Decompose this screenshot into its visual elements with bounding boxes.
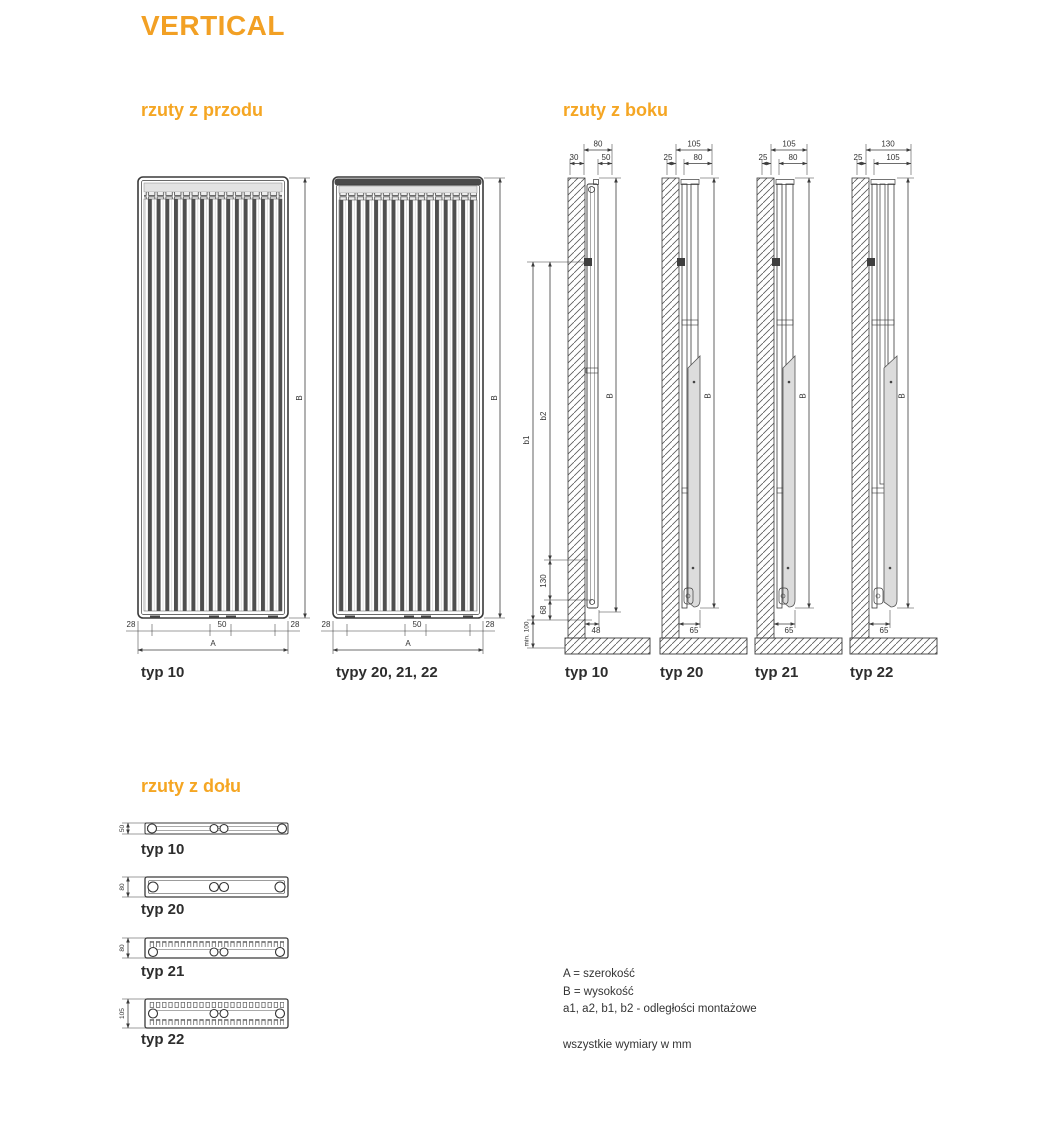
bottom-view-label-typ22: typ 22: [141, 1031, 185, 1048]
bottom-view-label-typ10: typ 10: [141, 841, 185, 858]
side-view-label-typ20: typ 20: [660, 664, 704, 681]
section-heading-bottom: rzuty z dołu: [141, 776, 241, 796]
dim-label-28-left: 28: [321, 620, 331, 629]
bottom-view-label-typ21: typ 21: [141, 963, 185, 980]
dim-label-total-depth: 105: [687, 139, 701, 149]
dim-label-height: B: [605, 393, 615, 399]
dim-label-panel-depth: 50: [601, 153, 611, 162]
page-title: VERTICAL: [141, 10, 285, 41]
dim-label-b2: b2: [539, 411, 548, 421]
dim-label-wall-gap: 25: [758, 153, 768, 162]
bottom-view-typ20: [119, 877, 288, 897]
dim-label-wall-gap: 25: [663, 153, 673, 162]
dim-label-28-left: 28: [126, 620, 136, 629]
dim-label-depth: 80: [119, 883, 126, 891]
dim-label-wall-gap: 30: [569, 153, 579, 162]
dim-label-bottom-offset: 48: [591, 626, 601, 635]
dim-label-bottom-offset: 65: [784, 626, 794, 635]
legend-height: B = wysokość: [563, 985, 634, 998]
dim-label-depth: 50: [119, 824, 126, 833]
section-heading-front: rzuty z przodu: [141, 100, 263, 120]
dim-label-width: A: [405, 639, 411, 648]
side-view-typ21: [755, 140, 842, 655]
side-view-label-typ22: typ 22: [850, 664, 894, 681]
dim-label-depth: 80: [119, 944, 126, 952]
dim-label-depth: 105: [119, 1008, 126, 1019]
legend-units-note: wszystkie wymiary w mm: [563, 1038, 692, 1051]
dim-label-50: 50: [217, 620, 227, 629]
dim-label-height: B: [490, 395, 499, 401]
dim-label-total-depth: 105: [782, 139, 796, 149]
dim-label-68: 68: [539, 605, 548, 615]
dim-label-height: B: [897, 393, 907, 399]
dim-label-wall-gap: 25: [853, 153, 863, 162]
dim-label-b1: b1: [522, 435, 531, 445]
dim-label-panel-depth: 105: [886, 153, 900, 162]
dim-label-panel-depth: 80: [693, 153, 703, 162]
front-view-label-typ10: typ 10: [141, 664, 185, 681]
dim-label-50: 50: [412, 620, 422, 629]
front-view-typ10: [126, 177, 310, 654]
bottom-view-typ22: [119, 999, 288, 1028]
legend-width: A = szerokość: [563, 968, 635, 980]
side-view-typ10: [522, 140, 650, 655]
section-heading-side: rzuty z boku: [563, 100, 669, 120]
bottom-view-label-typ20: typ 20: [141, 901, 185, 918]
dim-label-width: A: [210, 639, 216, 648]
dim-label-total-depth: 130: [881, 139, 895, 149]
side-view-typ22: [850, 140, 937, 655]
dim-label-height: B: [798, 393, 808, 399]
bottom-view-typ21: [119, 938, 288, 958]
dim-label-130: 130: [539, 574, 548, 588]
side-view-label-typ10: typ 10: [565, 664, 609, 681]
front-view-label-typ20-21-22: typy 20, 21, 22: [336, 664, 438, 681]
side-view-typ20: [660, 140, 747, 655]
dim-label-panel-depth: 80: [788, 153, 798, 162]
bottom-view-typ10: [119, 823, 288, 834]
dim-label-bottom-offset: 65: [879, 626, 889, 635]
dim-label-28-right: 28: [485, 620, 495, 629]
dim-label-height: B: [703, 393, 713, 399]
dim-label-min-100: min. 100: [523, 621, 531, 647]
legend: [563, 966, 757, 1054]
dim-label-bottom-offset: 65: [689, 626, 699, 635]
dim-label-total-depth: 80: [593, 139, 603, 149]
dim-label-28-right: 28: [290, 620, 300, 629]
legend-mounting: a1, a2, b1, b2 - odległości montażowe: [563, 1003, 757, 1015]
dim-label-height: B: [295, 395, 304, 401]
front-view-typ20-21-22: [321, 177, 505, 654]
side-view-label-typ21: typ 21: [755, 664, 799, 681]
